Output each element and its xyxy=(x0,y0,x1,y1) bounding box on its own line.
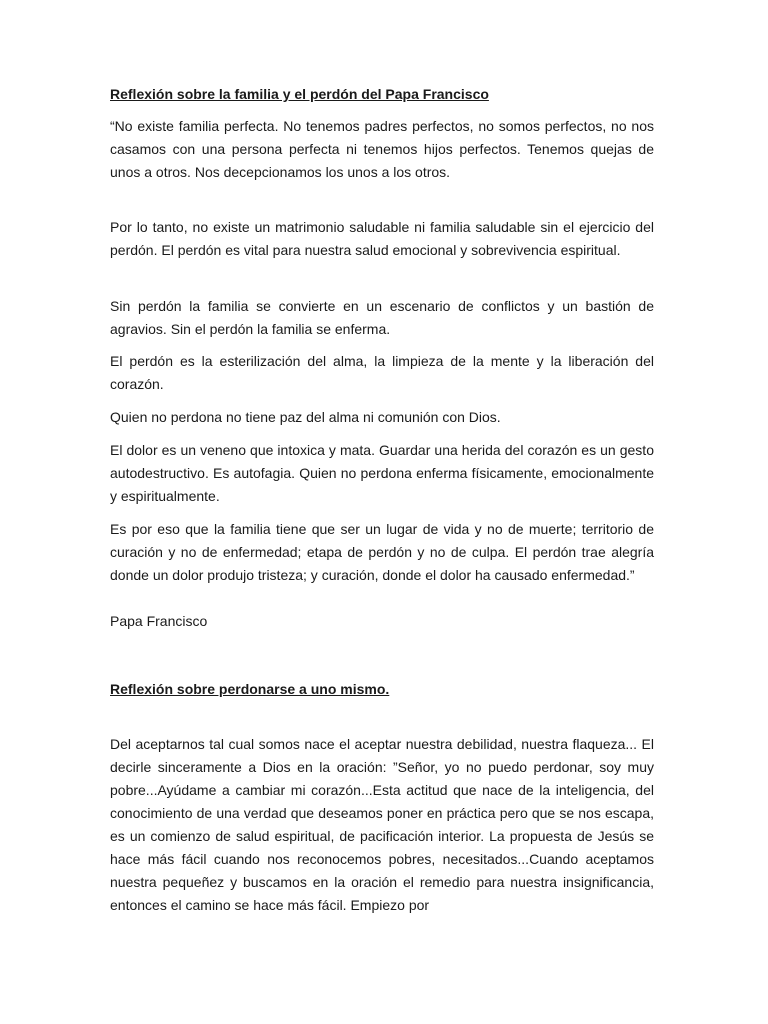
section-title-perdonarse: Reflexión sobre perdonarse a uno mismo. xyxy=(110,681,390,697)
signature-papa-francisco: Papa Francisco xyxy=(110,613,208,629)
paragraph-familia-5: Quien no perdona no tiene paz del alma ni comunión con Dios. xyxy=(110,409,501,425)
section-title-familia: Reflexión sobre la familia y el perdón del Papa Francisco xyxy=(110,86,489,102)
paragraph-perdonarse-1: Del aceptarnos tal cual somos nace el aceptar nuestra debilidad, nuestra flaqueza... El decirle sinceramente a Dios en la oración: ”Señor, yo no puedo perdonar, soy muy pobre...Ayúdame a cambiar mi corazón...Esta actitud que nace de la inteligencia, del conocimiento de una verdad que deseamos poner en práctica pero que se nos escapa, es un comienzo de salud espiritual, de pacificación interior. La propuesta de Jesús se hace más fácil cuando nos reconocemos pobres, necesitados...Cuando aceptamos nuestra pequeñez y buscamos en la oración el remedio para nuestra insignificancia, entonces el camino se hace más fácil. Empiezo por xyxy=(110,736,654,913)
paragraph-familia-6: El dolor es un veneno que intoxica y mata. Guardar una herida del corazón es un gesto autodestructivo. Es autofagia. Quien no perdona enferma físicamente, emocionalmente y espiritualmente. xyxy=(110,442,654,504)
paragraph-familia-7: Es por eso que la familia tiene que ser un lugar de vida y no de muerte; territorio de curación y no de enfermedad; etapa de perdón y no de culpa. El perdón trae alegría donde un dolor produjo tristeza; y curación, donde el dolor ha causado enfermedad.” xyxy=(110,521,654,583)
paragraph-familia-3: Sin perdón la familia se convierte en un escenario de conflictos y un bastión de agravios. Sin el perdón la familia se enferma. xyxy=(110,298,654,337)
paragraph-familia-1: “No existe familia perfecta. No tenemos padres perfectos, no somos perfectos, no nos casamos con una persona perfecta ni tenemos hijos perfectos. Tenemos quejas de unos a otros. Nos decepcionamos los unos a los otros. xyxy=(110,118,654,180)
paragraph-familia-4: El perdón es la esterilización del alma, la limpieza de la mente y la liberación del corazón. xyxy=(110,353,654,392)
paragraph-familia-2: Por lo tanto, no existe un matrimonio saludable ni familia saludable sin el ejercicio del perdón. El perdón es vital para nuestra salud emocional y sobrevivencia espiritual. xyxy=(110,219,654,258)
